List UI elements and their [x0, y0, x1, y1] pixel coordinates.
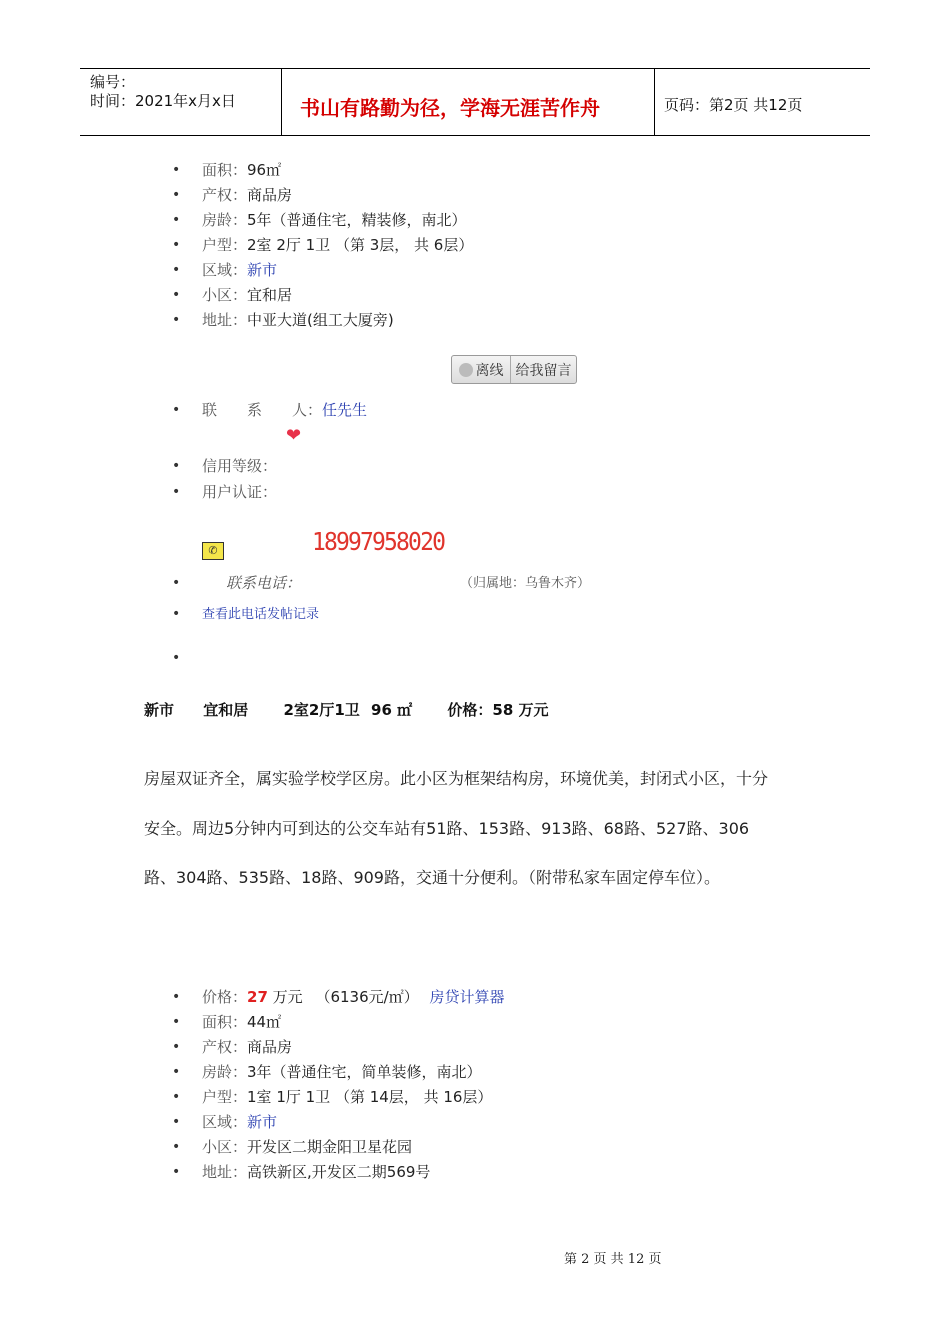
price-value: 27	[247, 988, 268, 1006]
description-line: 房屋双证齐全，属实验学校学区房。此小区为框架结构房，环境优美，封闭式小区，十分	[144, 769, 769, 788]
district-label: 区域：	[202, 261, 248, 279]
description-line: 安全。周边5分钟内可到达的公交车站有51路、153路、913路、68路、527路、306	[144, 819, 750, 838]
ownership-value: 商品房	[247, 186, 293, 204]
community-value: 宜和居	[247, 286, 293, 304]
list-item	[172, 258, 473, 283]
header-divider	[654, 68, 655, 136]
list-item	[172, 571, 591, 596]
summary-price: 价格：58 万元	[447, 701, 549, 719]
community-label: 小区：	[202, 286, 248, 304]
ownership-label: 产权：	[202, 1038, 248, 1056]
document-time: 时间：2021年x月x日	[90, 92, 236, 110]
phone-label: 联系电话：	[226, 574, 302, 592]
area-label: 面积：	[202, 161, 248, 179]
age-value: 5年（普通住宅，精装修，南北）	[247, 211, 467, 229]
ownership-label: 产权：	[202, 186, 248, 204]
list-item	[172, 1160, 505, 1185]
age-value: 3年（普通住宅，简单装修，南北）	[247, 1063, 482, 1081]
leave-message-button[interactable]	[451, 355, 577, 384]
address-value: 中亚大道(组工大厦旁)	[247, 311, 394, 329]
summary-area: 96 ㎡	[371, 701, 413, 719]
leave-message-label: 给我留言	[515, 362, 572, 379]
list-item	[172, 158, 473, 183]
area-value: 96㎡	[247, 161, 282, 179]
list-item	[172, 1135, 505, 1160]
contact-credit	[172, 454, 277, 505]
list-item	[172, 602, 319, 627]
summary-layout: 2室2厅1卫	[283, 701, 360, 719]
mortgage-calculator-link[interactable]: 房贷计算器	[429, 988, 505, 1006]
layout-value: 2室 2厅 1卫 （第 3层， 共 6层）	[247, 236, 474, 254]
list-item	[172, 480, 277, 505]
phone-icon: ✆	[202, 542, 224, 560]
list-item	[172, 183, 473, 208]
age-label: 房龄：	[202, 1063, 248, 1081]
listing-summary-title	[144, 699, 549, 720]
description-line: 路、304路、535路、18路、909路，交通十分便利。（附带私家车固定停车位）。	[144, 868, 720, 887]
header-motto: 书山有路勤为径，学海无涯苦作舟	[300, 96, 600, 120]
area-label: 面积：	[202, 1013, 248, 1031]
contact-name-link[interactable]: 任先生	[322, 401, 368, 419]
district-label: 区域：	[202, 1113, 248, 1131]
contact-phone	[172, 571, 591, 627]
face-icon	[459, 363, 473, 377]
address-value: 高铁新区,开发区二期569号	[247, 1163, 431, 1181]
header-divider	[281, 68, 282, 136]
layout-label: 户型：	[202, 1088, 248, 1106]
page-footer: 第 2 页 共 12 页	[564, 1252, 662, 1267]
list-item	[172, 1110, 505, 1135]
list-item	[172, 985, 505, 1010]
ownership-value: 商品房	[247, 1038, 293, 1056]
list-item	[172, 398, 367, 423]
document-number-label: 编号：	[90, 73, 136, 91]
district-link[interactable]: 新市	[247, 261, 278, 279]
summary-district: 新市	[144, 701, 175, 719]
online-status: 离线	[475, 362, 504, 379]
credit-label: 信用等级：	[202, 457, 278, 475]
empty-bullet: •	[172, 650, 181, 666]
layout-label: 户型：	[202, 236, 248, 254]
list-item	[172, 208, 473, 233]
address-label: 地址：	[202, 1163, 248, 1181]
age-label: 房龄：	[202, 211, 248, 229]
community-value: 开发区二期金阳卫星花园	[247, 1138, 413, 1156]
summary-community: 宜和居	[203, 701, 249, 719]
listing-2-details	[172, 985, 505, 1185]
unit-price: （6136元/㎡）	[315, 988, 419, 1006]
district-link[interactable]: 新市	[247, 1113, 278, 1131]
header-top-border	[80, 68, 870, 69]
list-item	[172, 1035, 505, 1060]
list-item	[172, 454, 277, 479]
listing-1-details	[172, 158, 473, 333]
list-item	[172, 1010, 505, 1035]
heart-icon: ❤	[286, 425, 302, 446]
price-label: 价格：	[202, 988, 248, 1006]
auth-label: 用户认证：	[202, 483, 278, 501]
header-bottom-border	[80, 135, 870, 136]
contact-person	[172, 398, 367, 423]
phone-number-image: 18997958020	[312, 527, 445, 556]
list-item	[172, 1060, 505, 1085]
list-item	[172, 283, 473, 308]
community-label: 小区：	[202, 1138, 248, 1156]
phone-region: （归属地：乌鲁木齐）	[460, 576, 591, 591]
contact-label: 联 系 人：	[202, 401, 323, 419]
address-label: 地址：	[202, 311, 248, 329]
area-value: 44㎡	[247, 1013, 282, 1031]
price-unit: 万元	[272, 988, 303, 1006]
post-history-link[interactable]: 查看此电话发帖记录	[202, 607, 320, 622]
list-item	[172, 1085, 505, 1110]
page-indicator: 页码：第2页 共12页	[664, 96, 803, 114]
list-item	[172, 308, 473, 333]
layout-value: 1室 1厅 1卫 （第 14层， 共 16层）	[247, 1088, 493, 1106]
status-segment	[452, 356, 511, 383]
list-item	[172, 233, 473, 258]
